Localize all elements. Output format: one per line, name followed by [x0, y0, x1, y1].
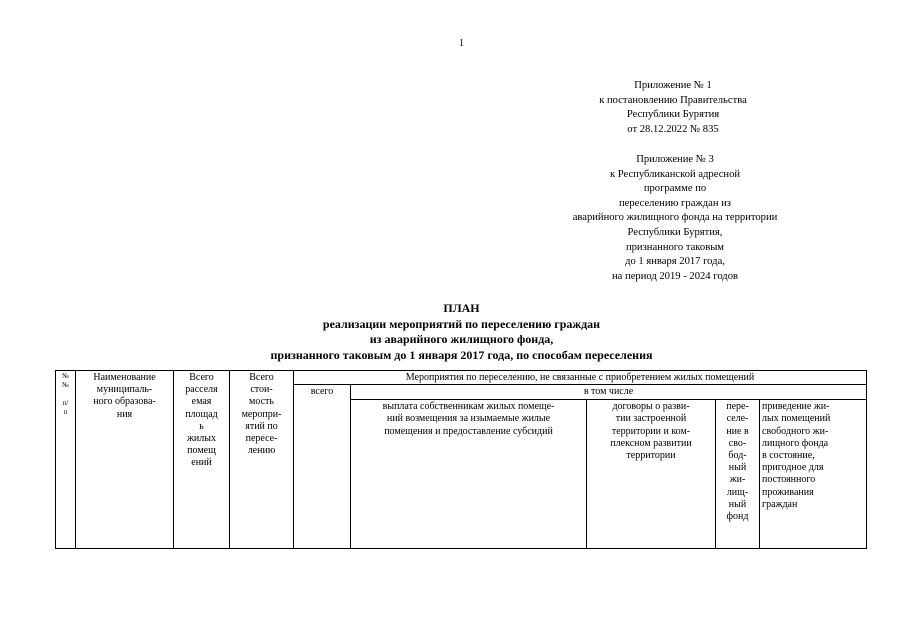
appendix-3-line: программе по [643, 183, 707, 195]
appendix-3-block [510, 153, 840, 284]
appendix-1-line: Республики Бурятия [626, 109, 720, 121]
appendix-3-line: Республики Бурятия, [627, 226, 723, 238]
header-bringing-to-condition: приведение жи- лых помещений свободного жи- лищного фонда в состояние, пригодное для постоянного проживания граждан [760, 400, 867, 549]
header-compensation: выплата собственникам жилых помеще- ний возмещения за изымаемые жилые помещения и предоставление субсидий [351, 400, 587, 549]
plan-title [0, 301, 905, 363]
header-including: в том числе [351, 385, 867, 400]
header-total-cost: Всего стои- мость меропри- ятий по пересе- лению [230, 371, 294, 549]
plan-table [55, 370, 867, 549]
appendix-3-line: до 1 января 2017 года, [625, 256, 725, 268]
appendix-3-line: Приложение № 3 [636, 154, 714, 165]
header-total-area: Всего расселя емая площад ь жилых помещ ений [174, 371, 230, 549]
appendix-3-line: признанного таковым [625, 241, 725, 253]
plan-title-line: признанного таковым до 1 января 2017 года, по способам переселения [270, 347, 653, 362]
header-territory-development: договоры о разви- тии застроенной территории и ком- плексном развитии территории [587, 400, 716, 549]
page-number: 1 [459, 38, 464, 49]
header-row-number: № № п/ п [56, 371, 76, 549]
appendix-1-block [568, 79, 778, 137]
appendix-3-line: к Республиканской адресной [609, 168, 741, 180]
plan-title-line: реализации мероприятий по переселению граждан [322, 316, 601, 331]
header-total: всего [294, 385, 351, 549]
appendix-3-line: переселению граждан из [619, 197, 731, 209]
appendix-1-line: от 28.12.2022 № 835 [627, 123, 719, 135]
header-free-fund-resettlement: пере- селе- ние в сво- бод- ный жи- лищ- ный фонд [716, 400, 760, 549]
appendix-3-line: на период 2019 - 2024 годов [612, 270, 738, 282]
appendix-1-line: Приложение № 1 [634, 80, 712, 91]
plan-title-line: ПЛАН [443, 301, 480, 315]
plan-title-line: из аварийного жилищного фонда, [369, 332, 554, 347]
header-group-measures: Мероприятия по переселению, не связанные с приобретением жилых помещений [294, 371, 867, 385]
appendix-3-line: аварийного жилищного фонда на территории [572, 212, 778, 224]
header-municipality: Наименование муниципаль- ного образова- ния [76, 371, 174, 549]
appendix-1-line: к постановлению Правительства [599, 94, 747, 106]
